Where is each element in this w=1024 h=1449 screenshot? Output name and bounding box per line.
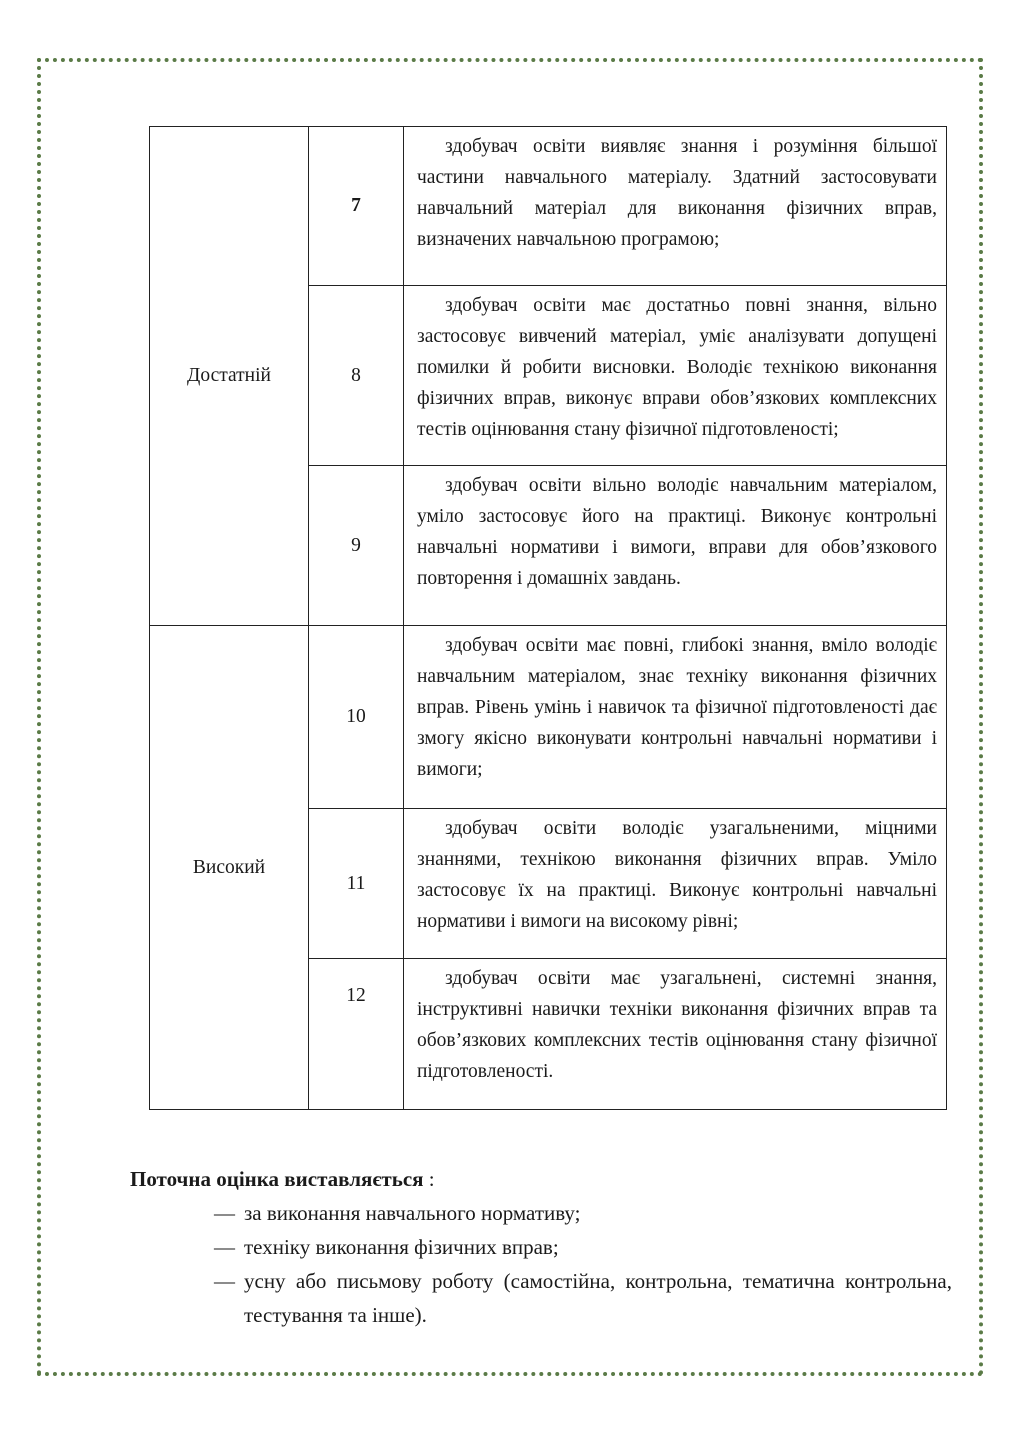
list-item — [214, 1230, 952, 1264]
table-row — [150, 127, 947, 286]
dash-bullet: — — [214, 1201, 235, 1225]
list-item-text: за виконання навчального нормативу; — [244, 1201, 581, 1225]
heading-colon: : — [423, 1167, 435, 1191]
section-heading: Поточна оцінка виставляється — [130, 1167, 424, 1191]
dash-bullet: — — [214, 1269, 235, 1293]
description-cell: здобувач освіти володіє узагальненими, міцними знаннями, технікою виконання фізичних вправ. Уміло застосовує їх на практиці. Виконує контрольні навчальні нормативи і вимоги на високому рівні; — [404, 809, 947, 959]
score-cell: 11 — [309, 809, 404, 959]
list-item — [214, 1196, 952, 1230]
list-item-text: техніку виконання фізичних вправ; — [244, 1235, 559, 1259]
list-item — [214, 1264, 952, 1332]
table-row — [150, 626, 947, 809]
grading-table — [149, 126, 947, 1110]
dash-bullet: — — [214, 1235, 235, 1259]
description-cell: здобувач освіти вільно володіє навчальним матеріалом, уміло застосовує його на практиці. Виконує контрольні навчальні нормативи і вимоги, вправи для обов’язкового повторення і домашніх завдань. — [404, 466, 947, 626]
level-cell: Достатній — [150, 127, 309, 626]
score-cell: 8 — [309, 286, 404, 466]
score-cell: 9 — [309, 466, 404, 626]
grade-list — [130, 1196, 952, 1332]
description-cell: здобувач освіти має достатньо повні знання, вільно застосовує вивчений матеріал, уміє аналізувати допущені помилки й робити висновки. Володіє технікою виконання фізичних вправ, виконує вправи обов’язкових комплексних тестів оцінювання стану фізичної підготовленості; — [404, 286, 947, 466]
level-cell: Високий — [150, 626, 309, 1110]
score-cell: 7 — [309, 127, 404, 286]
list-item-text: усну або письмову роботу (самостійна, контрольна, тематична контрольна, тестування та інше). — [244, 1269, 952, 1327]
description-cell: здобувач освіти має повні, глибокі знання, вміло володіє навчальним матеріалом, знає техніку виконання фізичних вправ. Рівень умінь і навичок та фізичної підготовленості дає змогу якісно виконувати контрольні навчальні нормативи і вимоги; — [404, 626, 947, 809]
score-cell: 10 — [309, 626, 404, 809]
score-cell: 12 — [309, 959, 404, 1110]
description-cell: здобувач освіти має узагальнені, системні знання, інструктивні навички техніки виконання фізичних вправ та обов’язкових комплексних тестів оцінювання стану фізичної підготовленості. — [404, 959, 947, 1110]
current-grade-section — [130, 1162, 952, 1332]
description-cell: здобувач освіти виявляє знання і розуміння більшої частини навчального матеріалу. Здатний застосовувати навчальний матеріал для виконання фізичних вправ, визначених навчальною програмою; — [404, 127, 947, 286]
